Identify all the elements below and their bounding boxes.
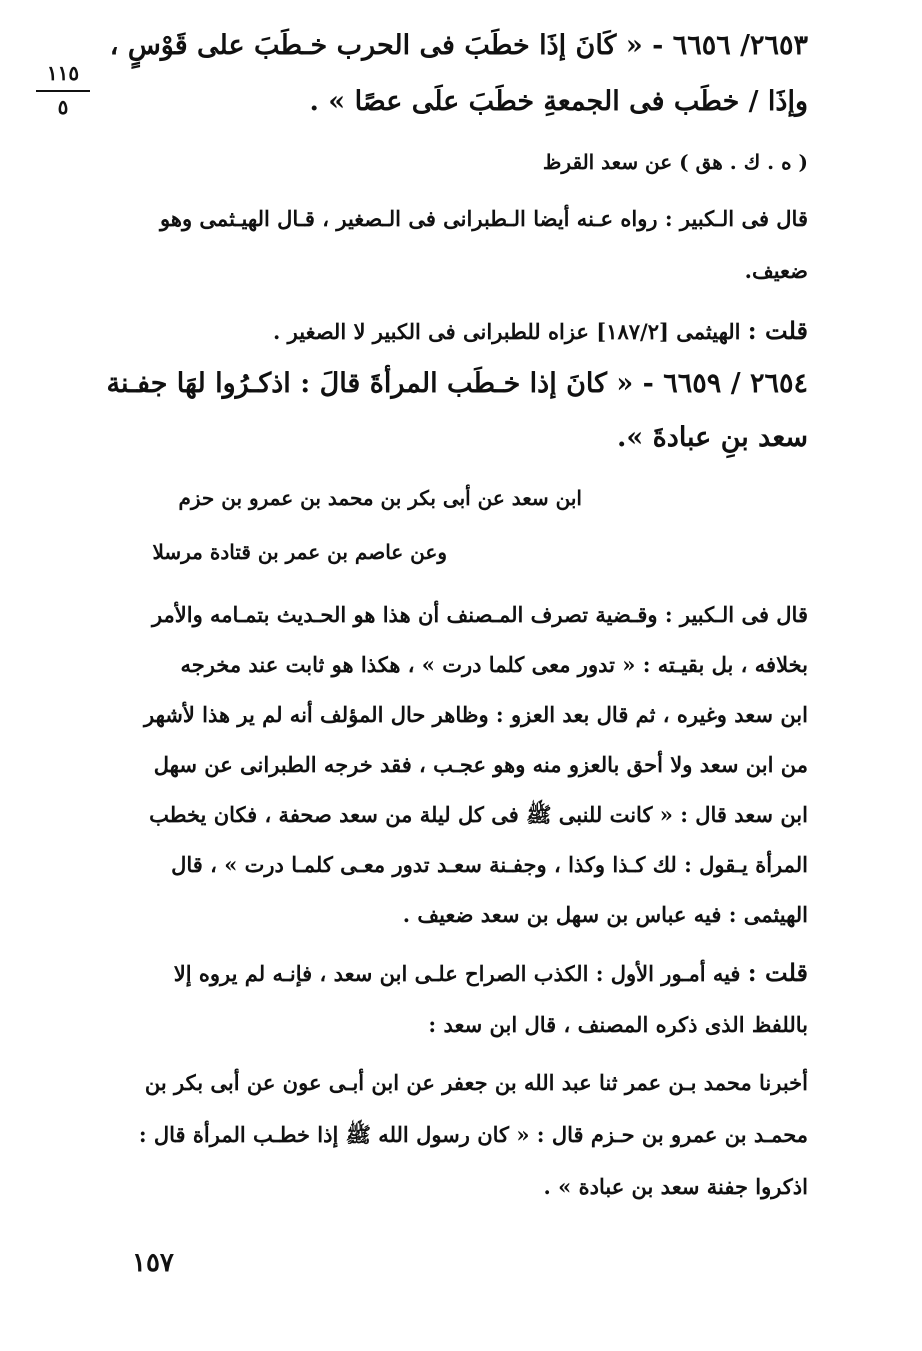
qult-1-text: الهيثمى [١٨٧/٢] عزاه للطبرانى فى الكبير لا الصغير . — [273, 319, 741, 344]
commentary-2-line-2: بخلافه ، بل بقيـته : « تدور معى كلما درت » ، هكذا هو ثابت عند مخرجه — [180, 652, 808, 677]
margin-reference-divider — [36, 90, 90, 92]
page-number: ١٥٧ — [132, 1248, 174, 1278]
hadith-2654-source-2: وعن عاصم بن عمر بن قتادة مرسلا — [152, 540, 447, 564]
margin-reference — [36, 62, 90, 118]
commentary-2-line-7: الهيثمى : فيه عباس بن سهل بن سعد ضعيف . — [402, 902, 808, 927]
qult-2-line-1 — [174, 958, 808, 987]
commentary-2-line-4: من ابن سعد ولا أحق بالعزو منه وهو عجـب ، فقد خرجه الطبرانى عن سهل — [153, 752, 808, 777]
isnad-line-2: محمـد بن عمرو بن حـزم قال : « كان رسول الله ﷺ إذا خطـب المرأة قال : — [138, 1122, 808, 1147]
hadith-2653-line-1: ٢٦٥٣/ ٦٦٥٦ - « كَانَ إذَا خطَبَ فى الحرب خـطَبَ على قَوْسٍ ، — [109, 30, 808, 61]
isnad-line-1: أخبرنا محمد بـن عمر ثنا عبد الله بن جعفر عن ابن أبـى عون عن أبى بكر بن — [144, 1070, 808, 1095]
hadith-2654-line-2: سعد بنِ عبادةَ ». — [616, 422, 808, 453]
margin-reference-bottom: ٥ — [57, 95, 69, 119]
margin-reference-top: ١١٥ — [46, 61, 80, 85]
commentary-1-line-2: ضعيف. — [744, 258, 808, 283]
hadith-2653-line-2: وإذَا / خطَب فى الجمعةِ خطَبَ علَى عصًا » . — [309, 86, 808, 117]
hadith-2654-source-1: ابن سعد عن أبى بكر بن محمد بن عمرو بن حزم — [178, 486, 582, 510]
commentary-2-line-3: ابن سعد وغيره ، ثم قال بعد العزو : وظاهر حال المؤلف أنه لم ير هذا لأشهر — [143, 702, 808, 727]
qult-2-text: فيه أمـور الأول : الكذب الصراح علـى ابن سعد ، فإنـه لم يروه إلا — [173, 961, 741, 986]
qult-keyword: قلت : — [747, 316, 808, 345]
qult-2-line-2: باللفظ الذى ذكره المصنف ، قال ابن سعد : — [428, 1012, 808, 1037]
qult-keyword: قلت : — [747, 958, 808, 987]
isnad-line-3: اذكروا جفنة سعد بن عبادة » . — [543, 1174, 808, 1199]
hadith-2653-source: ( ه . ك . هق ) عن سعد القرظ — [542, 150, 808, 174]
commentary-2-line-5: ابن سعد قال : « كانت للنبى ﷺ فى كل ليلة من سعد صحفة ، فكان يخطب — [149, 802, 808, 827]
hadith-2654-line-1: ٢٦٥٤ / ٦٦٥٩ - « كانَ إذا خـطَب المرأةَ قالَ : اذكـرُوا لهَا جفـنة — [106, 368, 808, 399]
commentary-2-line-6: المرأة يـقول : لك كـذا وكذا ، وجفـنة سعـد تدور معـى كلمـا درت » ، قال — [171, 852, 808, 877]
qult-1 — [273, 316, 808, 345]
commentary-2-line-1: قال فى الـكبير : وقـضية تصرف المـصنف أن هذا هو الحـديث بتمـامه والأمر — [151, 602, 808, 627]
commentary-1-line-1: قال فى الـكبير : رواه عـنه أيضا الـطبرانى فى الـصغير ، قـال الهيـثمى وهو — [160, 206, 808, 231]
